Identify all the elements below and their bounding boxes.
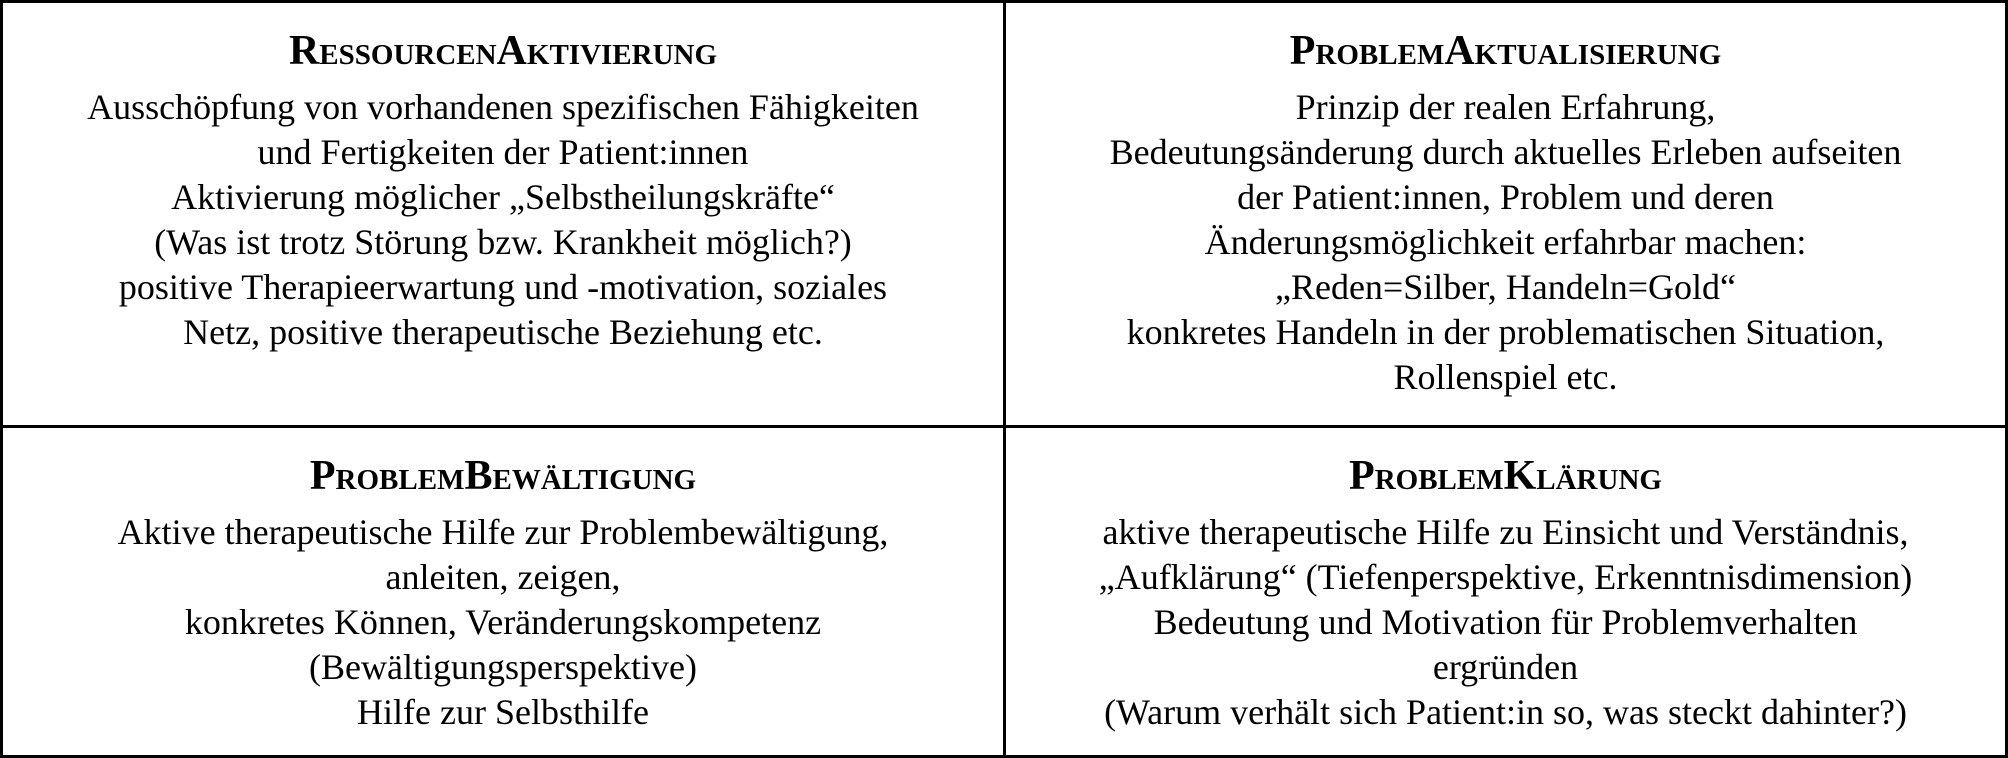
cell-problemklaerung <box>1006 428 2005 755</box>
body-line: „Reden=Silber, Handeln=Gold“ <box>1274 267 1737 307</box>
body-line: Bedeutung und Motivation für Problemverhalten <box>1153 602 1858 642</box>
body-line: der Patient:innen, Problem und deren <box>1237 177 1774 217</box>
body-line: „Aufklärung“ (Tiefenperspektive, Erkenntnisdimension) <box>1098 557 1913 597</box>
cell-problemaktualisierung <box>1006 3 2005 428</box>
cell-ressourcenaktivierung <box>3 3 1006 428</box>
body-line: positive Therapieerwartung und -motivation, soziales <box>118 267 888 307</box>
body-line: aktive therapeutische Hilfe zu Einsicht und Verständnis, <box>1102 512 1909 552</box>
cell-problembewaeltigung <box>3 428 1006 755</box>
body-line: Ausschöpfung von vorhandenen spezifischen Fähigkeiten <box>87 87 919 127</box>
body-line: konkretes Können, Veränderungskompetenz <box>184 602 822 642</box>
body-line: Änderungsmöglichkeit erfahrbar machen: <box>1204 222 1807 262</box>
cell-title: ProblemAktualisierung <box>1289 28 1722 74</box>
body-line: anleiten, zeigen, <box>385 557 621 597</box>
body-line: und Fertigkeiten der Patient:innen <box>257 132 749 172</box>
body-line: Bedeutungsänderung durch aktuelles Erleben aufseiten <box>1109 132 1902 172</box>
body-line: konkretes Handeln in der problematischen Situation, <box>1126 312 1885 352</box>
body-line: Prinzip der realen Erfahrung, <box>1295 87 1716 127</box>
body-line: Netz, positive therapeutische Beziehung etc. <box>183 312 823 352</box>
body-line: ergründen <box>1432 647 1579 687</box>
body-line: Hilfe zur Selbsthilfe <box>357 692 649 732</box>
cell-title: ProblemBewältigung <box>309 453 697 499</box>
cell-title: RessourcenAktivierung <box>288 28 718 74</box>
body-line: (Was ist trotz Störung bzw. Krankheit möglich?) <box>154 222 852 262</box>
body-line: (Warum verhält sich Patient:in so, was steckt dahinter?) <box>1104 692 1907 732</box>
body-line: Aktivierung möglicher „Selbstheilungskräfte“ <box>171 177 835 217</box>
body-line: (Bewältigungsperspektive) <box>309 647 697 687</box>
cell-title: ProblemKlärung <box>1349 453 1662 499</box>
body-line: Rollenspiel etc. <box>1393 357 1618 397</box>
body-line: Aktive therapeutische Hilfe zur Problembewältigung, <box>117 512 889 552</box>
